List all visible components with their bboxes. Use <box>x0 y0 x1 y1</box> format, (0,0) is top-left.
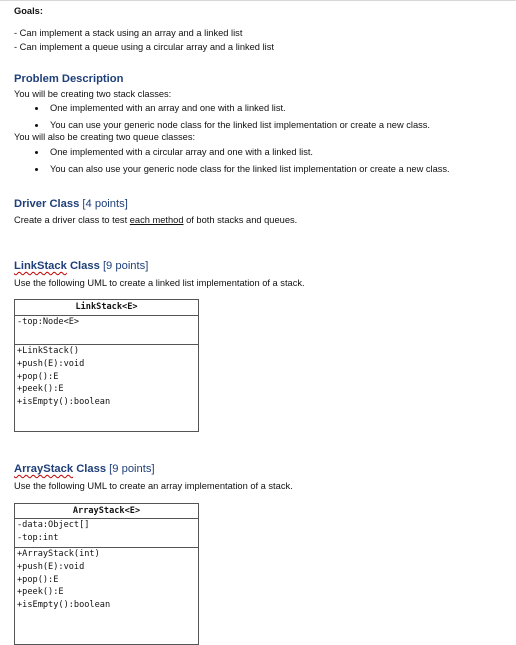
uml-method: +isEmpty():boolean <box>17 600 111 611</box>
queue-intro-text: You will also be creating two queue classes: <box>14 132 196 142</box>
uml-method: +isEmpty():boolean <box>17 397 111 408</box>
uml-method: +peek():E <box>17 384 64 395</box>
stack-bullet-2: You can use your generic node class for the linked list implementation or create a new class. <box>50 120 431 130</box>
arraystack-heading-name: ArrayStack <box>14 463 74 475</box>
page-top-divider <box>0 0 516 1</box>
uml-method: +push(E):void <box>17 561 85 572</box>
goal-item-2: - Can implement a queue using a circular array and a linked list <box>14 42 274 52</box>
driver-text-before: Create a driver class to test <box>14 215 130 225</box>
uml-methods-section <box>15 345 198 429</box>
goals-heading: Goals: <box>14 6 43 16</box>
bullet-marker <box>35 124 38 127</box>
driver-class-text <box>14 214 297 226</box>
bullet-marker <box>35 107 38 110</box>
arraystack-class-heading <box>14 463 155 475</box>
queue-bullet-2: You can also use your generic node class for the linked list implementation or create a new class. <box>50 164 450 174</box>
uml-method: +pop():E <box>17 371 59 382</box>
linkstack-description: Use the following UML to create a linked list implementation of a stack. <box>14 278 305 288</box>
driver-text-after: of both stacks and queues. <box>183 215 298 225</box>
uml-methods-section <box>15 548 198 643</box>
driver-class-points: [4 points] <box>82 198 128 210</box>
bullet-marker <box>35 151 38 154</box>
linkstack-heading-name: LinkStack <box>14 260 67 272</box>
uml-method: +pop():E <box>17 574 59 585</box>
linkstack-class-heading <box>14 260 148 272</box>
uml-class-name: LinkStack<E> <box>15 300 198 316</box>
arraystack-description: Use the following UML to create an array implementation of a stack. <box>14 481 293 491</box>
problem-description-heading: Problem Description <box>14 73 124 85</box>
arraystack-heading-suffix: Class <box>76 463 107 475</box>
uml-method: +peek():E <box>17 587 64 598</box>
stack-intro-text: You will be creating two stack classes: <box>14 89 172 99</box>
driver-class-heading <box>14 198 128 210</box>
queue-bullet-1: One implemented with a circular array and one with a linked list. <box>50 147 314 157</box>
uml-fields-section <box>15 519 198 548</box>
uml-method: +push(E):void <box>17 358 85 369</box>
each-method-underlined: each method <box>129 215 184 225</box>
arraystack-points: [9 points] <box>109 463 155 475</box>
uml-method: +LinkStack() <box>17 346 80 356</box>
uml-field: -top:Node<E> <box>17 317 80 327</box>
linkstack-points: [9 points] <box>102 260 149 272</box>
bullet-marker <box>35 168 38 171</box>
uml-class-name: ArrayStack<E> <box>15 504 198 519</box>
goal-item-1: - Can implement a stack using an array and a linked list <box>14 28 243 38</box>
driver-class-title: Driver Class <box>14 198 80 210</box>
uml-fields-section <box>15 316 198 345</box>
arraystack-uml-diagram <box>14 503 199 645</box>
uml-field: -top:int <box>17 532 59 543</box>
uml-field: -data:Object[] <box>17 520 90 530</box>
linkstack-uml-diagram <box>14 299 199 432</box>
uml-method: +ArrayStack(int) <box>17 549 100 559</box>
stack-bullet-1: One implemented with an array and one with a linked list. <box>50 103 286 113</box>
linkstack-heading-suffix: Class <box>69 260 100 272</box>
